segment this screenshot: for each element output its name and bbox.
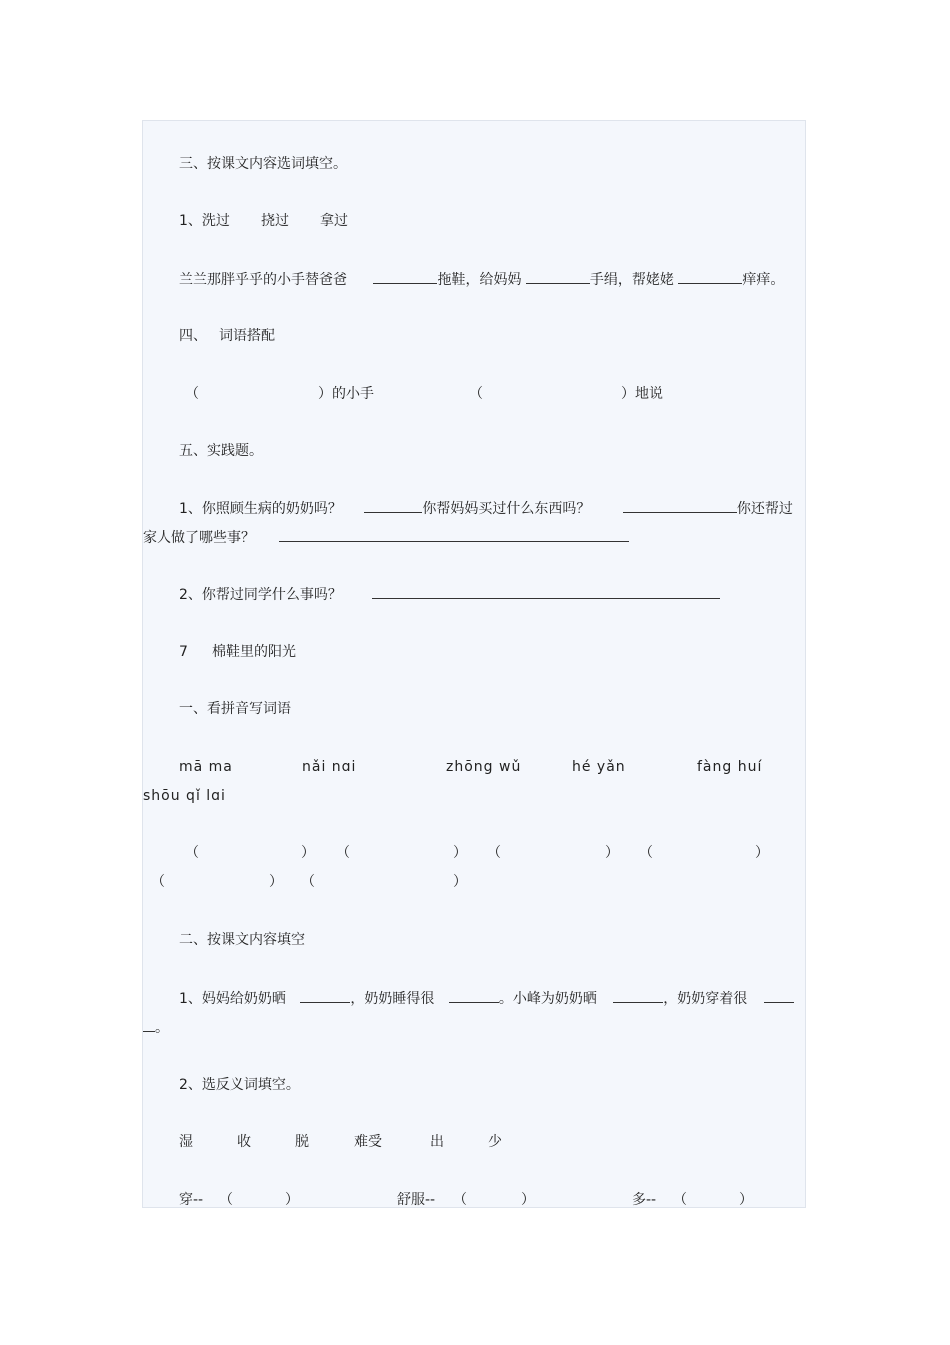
question-text: 。 bbox=[155, 1020, 169, 1036]
answer-line[interactable] bbox=[279, 528, 629, 542]
paren-close: ） bbox=[269, 874, 283, 890]
paren-open: （ bbox=[673, 1192, 687, 1208]
fill-question-2: 2、选反义词填空。 bbox=[179, 1077, 300, 1093]
paren-open: （ bbox=[151, 874, 165, 890]
pinyin-1: mā ma bbox=[179, 759, 233, 775]
section-5-title: 五、实践题。 bbox=[179, 443, 263, 459]
antonym-choice-4: 难受 bbox=[354, 1134, 382, 1150]
question-text: 你帮妈妈买过什么东西吗？ bbox=[422, 501, 591, 517]
worksheet-page bbox=[142, 120, 806, 1208]
choice-word-1: 1、洗过 bbox=[179, 213, 230, 229]
practice-q1 bbox=[179, 499, 793, 518]
question-text: 1、妈妈给奶奶晒 bbox=[179, 991, 286, 1007]
paren-close: ） bbox=[605, 845, 619, 861]
paren-open: （ bbox=[487, 845, 501, 861]
paren-close: ） bbox=[285, 1192, 299, 1208]
lesson-title: 棉鞋里的阳光 bbox=[212, 644, 296, 660]
fill-question-1-cont bbox=[143, 1018, 169, 1037]
question-text: 。小峰为奶奶晒 bbox=[498, 991, 597, 1007]
fill-sentence bbox=[179, 270, 784, 289]
blank[interactable] bbox=[764, 989, 794, 1003]
lesson-number: 7 bbox=[179, 644, 188, 660]
choice-word-3: 拿过 bbox=[320, 213, 348, 229]
choice-word-2: 挠过 bbox=[261, 213, 289, 229]
paren-close: ） bbox=[755, 845, 769, 861]
match-phrase-1: ）的小手 bbox=[318, 386, 374, 402]
blank[interactable] bbox=[143, 1018, 155, 1032]
sentence-part: 兰兰那胖乎乎的小手替爸爸 bbox=[179, 272, 347, 288]
blank[interactable] bbox=[678, 270, 742, 284]
question-text: ，奶奶穿着很 bbox=[663, 991, 748, 1007]
sentence-part: 拖鞋，给妈妈 bbox=[437, 272, 522, 288]
paren-open: （ bbox=[453, 1192, 467, 1208]
match-phrase-2: ）地说 bbox=[621, 386, 663, 402]
section-4-subtitle: 词语搭配 bbox=[219, 328, 275, 344]
sentence-part: 痒痒。 bbox=[742, 272, 785, 288]
section-4-title: 四、 bbox=[179, 328, 207, 344]
paren-open: （ bbox=[639, 845, 653, 861]
antonym-item-1: 穿-- bbox=[179, 1192, 204, 1208]
question-text: 2、你帮过同学什么事吗？ bbox=[179, 587, 342, 603]
section-3-title: 三、按课文内容选词填空。 bbox=[179, 156, 347, 172]
blank[interactable] bbox=[449, 989, 499, 1003]
paren-close: ） bbox=[739, 1192, 753, 1208]
paren-close: ） bbox=[301, 845, 315, 861]
antonym-choice-3: 脱 bbox=[295, 1134, 309, 1150]
pinyin-5: fàng huí bbox=[697, 759, 763, 775]
antonym-choice-6: 少 bbox=[488, 1134, 502, 1150]
question-text: 1、你照顾生病的奶奶吗？ bbox=[179, 501, 342, 517]
paren-open: （ bbox=[185, 845, 199, 861]
paren-close: ） bbox=[453, 874, 467, 890]
blank[interactable] bbox=[373, 270, 437, 284]
pinyin-4: hé yǎn bbox=[572, 759, 626, 775]
paren-open: （ bbox=[185, 386, 199, 402]
pinyin-3: zhōng wǔ bbox=[446, 759, 522, 775]
paren-close: ） bbox=[521, 1192, 535, 1208]
antonym-item-2: 舒服-- bbox=[397, 1192, 436, 1208]
answer-line[interactable] bbox=[372, 585, 720, 599]
antonym-item-3: 多-- bbox=[632, 1192, 657, 1208]
paren-open: （ bbox=[336, 845, 350, 861]
question-text: ，奶奶睡得很 bbox=[350, 991, 435, 1007]
paren-open: （ bbox=[219, 1192, 233, 1208]
blank[interactable] bbox=[526, 270, 590, 284]
practice-q1-cont bbox=[143, 528, 629, 547]
sentence-part: 手绢，帮姥姥 bbox=[589, 272, 674, 288]
fill-question-1 bbox=[179, 989, 794, 1008]
part-2-title: 二、按课文内容填空 bbox=[179, 932, 305, 948]
pinyin-6: shōu qǐ lɑi bbox=[143, 788, 226, 804]
blank[interactable] bbox=[613, 989, 663, 1003]
blank[interactable] bbox=[300, 989, 350, 1003]
answer-line[interactable] bbox=[623, 499, 737, 513]
antonym-choice-2: 收 bbox=[237, 1134, 251, 1150]
pinyin-2: nǎi nɑi bbox=[302, 759, 357, 775]
question-text: 家人做了哪些事？ bbox=[143, 530, 255, 546]
paren-close: ） bbox=[453, 845, 467, 861]
paren-open: （ bbox=[469, 386, 483, 402]
question-text: 你还帮过 bbox=[736, 501, 793, 517]
practice-q2 bbox=[179, 585, 720, 604]
antonym-choice-1: 湿 bbox=[179, 1134, 193, 1150]
part-1-title: 一、看拼音写词语 bbox=[179, 701, 291, 717]
answer-line[interactable] bbox=[364, 499, 422, 513]
antonym-choice-5: 出 bbox=[430, 1134, 444, 1150]
paren-open: （ bbox=[301, 874, 315, 890]
